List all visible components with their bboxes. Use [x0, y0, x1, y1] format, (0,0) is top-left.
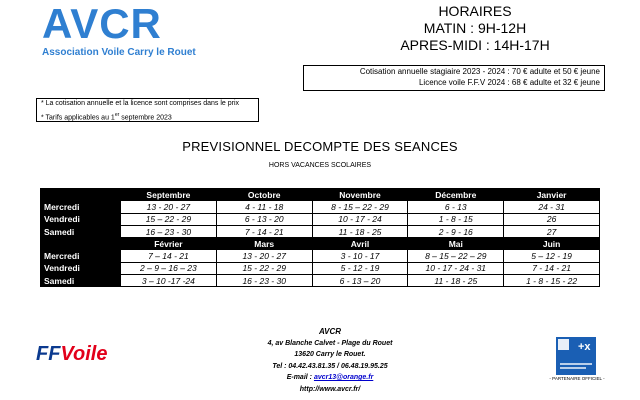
table-row: [41, 213, 600, 225]
table-cell: 10 - 17 - 24: [312, 213, 408, 225]
day-label: Samedi: [41, 275, 121, 287]
table-cell: 2 – 9 – 16 – 23: [121, 262, 217, 274]
hours-morning: MATIN : 9H-12H: [423, 20, 527, 36]
table-cell: 8 - 15 – 22 - 29: [312, 201, 408, 213]
footer-tel: Tel : 04.42.43.81.35 / 06.48.19.95.25: [272, 362, 388, 370]
table-cell: 11 - 18 - 25: [408, 275, 504, 287]
footer-name: AVCR: [318, 327, 342, 336]
bank-mark-text: +x: [578, 341, 591, 353]
table-cell: 10 - 17 - 24 - 31: [408, 262, 504, 274]
table-row: [41, 225, 600, 237]
month-header: Novembre: [312, 189, 408, 201]
email-link[interactable]: avcr13@orange.fr: [313, 374, 374, 381]
table-cell: 16 – 23 - 30: [121, 225, 217, 237]
table-cell: 2 - 9 - 16: [408, 225, 504, 237]
bank-label: - PARTENAIRE OFFICIEL -: [549, 376, 605, 381]
table-cell: 3 - 10 - 17: [312, 250, 408, 262]
table-cell: 7 - 14 - 21: [216, 225, 312, 237]
schedule-table: [40, 188, 600, 287]
table-row: [41, 275, 600, 287]
month-header: Décembre: [408, 189, 504, 201]
month-header: Juin: [504, 238, 600, 250]
logo-subtitle: Association Voile Carry le Rouet: [42, 47, 196, 58]
fee-line: Licence voile F.F.V 2024 : 68 € adulte et 32 € jeune: [418, 78, 600, 87]
day-label: Mercredi: [41, 201, 121, 213]
month-header: Février: [121, 238, 217, 250]
day-label: Vendredi: [41, 213, 121, 225]
month-header: Avril: [312, 238, 408, 250]
footer-contact: [200, 326, 460, 395]
hours-title: HORAIRES: [438, 3, 512, 19]
note-line: * Tarifs applicables au 1er septembre 2023: [41, 111, 172, 121]
footer-address: 4, av Blanche Calvet - Plage du Rouet: [267, 339, 393, 347]
month-header: Mars: [216, 238, 312, 250]
day-label: Samedi: [41, 225, 121, 237]
month-header-row: [41, 189, 600, 201]
table-row: [41, 262, 600, 274]
banque-populaire-logo: [556, 337, 596, 375]
month-header: Octobre: [216, 189, 312, 201]
table-cell: 7 – 14 - 21: [121, 250, 217, 262]
table-cell: 5 - 12 - 19: [312, 262, 408, 274]
table-cell: 13 - 20 - 27: [216, 250, 312, 262]
table-cell: 1 - 8 - 15: [408, 213, 504, 225]
page-subtitle: HORS VACANCES SCOLAIRES: [268, 162, 372, 169]
day-label: Vendredi: [41, 262, 121, 274]
table-cell: 13 - 20 - 27: [121, 201, 217, 213]
day-label: Mercredi: [41, 250, 121, 262]
table-cell: 15 – 22 - 29: [121, 213, 217, 225]
page-title: PREVISIONNEL DECOMPTE DES SEANCES: [182, 139, 458, 154]
table-cell: 5 – 12 - 19: [504, 250, 600, 262]
table-cell: 11 - 18 - 25: [312, 225, 408, 237]
table-cell: 1 - 8 - 15 - 22: [504, 275, 600, 287]
table-row: [41, 250, 600, 262]
logo-name: AVCR: [42, 0, 162, 47]
table-cell: 6 - 13 - 20: [216, 213, 312, 225]
table-row: [41, 201, 600, 213]
table-cell: 26: [504, 213, 600, 225]
bank-logo-icon: [556, 337, 596, 375]
table-cell: 16 - 23 - 30: [216, 275, 312, 287]
footer-email-line: E-mail : avcr13@orange.fr: [286, 374, 374, 381]
table-cell: 8 – 15 – 22 – 29: [408, 250, 504, 262]
table-cell: 4 - 11 - 18: [216, 201, 312, 213]
header-blank: [41, 238, 121, 250]
table-cell: 15 - 22 - 29: [216, 262, 312, 274]
table-cell: 6 - 13: [408, 201, 504, 213]
month-header: Septembre: [121, 189, 217, 201]
header-blank: [41, 189, 121, 201]
website-link[interactable]: http://www.avcr.fr/: [299, 385, 361, 393]
ffvoile-logo: FFVoile: [36, 343, 108, 365]
footer-city: 13620 Carry le Rouet.: [294, 351, 366, 358]
table-cell: 7 - 14 - 21: [504, 262, 600, 274]
fees-box: [303, 65, 605, 91]
month-header: Janvier: [504, 189, 600, 201]
table-cell: 24 - 31: [504, 201, 600, 213]
month-header: Mai: [408, 238, 504, 250]
month-header-row: [41, 238, 600, 250]
hours-block: [360, 3, 590, 54]
note-line: * La cotisation annuelle et la licence sont comprises dans le prix: [41, 100, 240, 107]
fee-line: Cotisation annuelle stagiaire 2023 - 2024 : 70 € adulte et 50 € jeune: [359, 67, 600, 76]
notes-box: [36, 98, 259, 122]
table-cell: 27: [504, 225, 600, 237]
hours-afternoon: APRES-MIDI : 14H-17H: [400, 37, 550, 53]
table-cell: 6 - 13 – 20: [312, 275, 408, 287]
avcr-logo: [42, 2, 212, 58]
table-cell: 3 – 10 -17 -24: [121, 275, 217, 287]
